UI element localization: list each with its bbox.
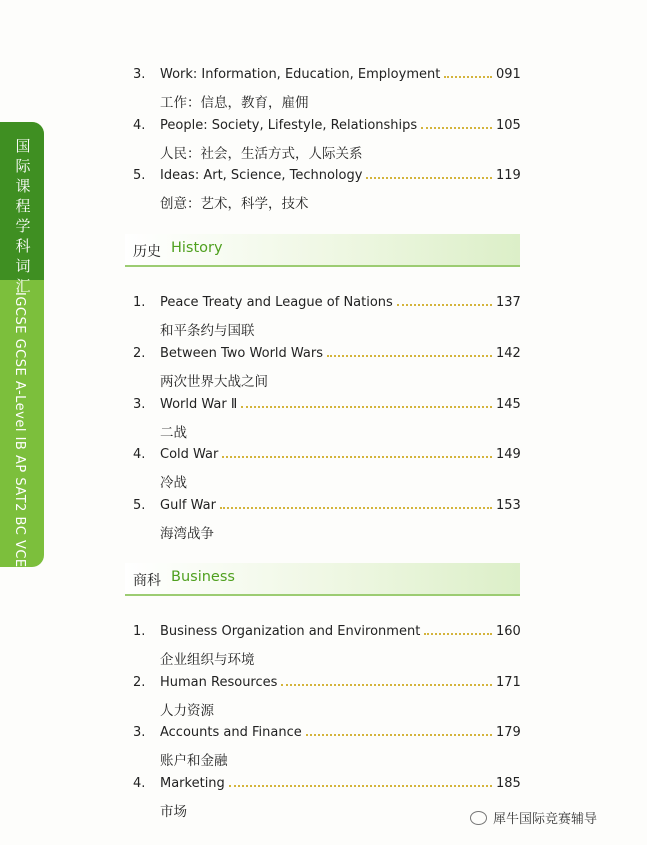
section-title-cn: 商科 (133, 573, 161, 589)
sidebar-exams: IGCSE GCSE A-Level IB AP SAT2 BC VCE (12, 292, 27, 568)
entry-title: Cold War (160, 447, 219, 462)
entry-number: 4. (133, 447, 146, 462)
toc-entry[interactable] (133, 623, 520, 668)
entry-page: 185 (496, 776, 521, 791)
entry-title: Business Organization and Environment (160, 624, 421, 639)
entry-title-cn: 市场 (160, 804, 187, 820)
entry-number: 3. (133, 397, 146, 412)
watermark-text: 犀牛国际竞赛辅导 (493, 812, 598, 827)
sidebar-tab-header (0, 122, 44, 295)
leader-dots (366, 167, 492, 179)
entry-title-cn: 创意：艺术，科学，技术 (160, 196, 309, 212)
entry-page: 091 (496, 67, 521, 82)
entry-title: Human Resources (160, 675, 278, 690)
toc-entry[interactable] (133, 294, 520, 339)
toc-entry[interactable] (133, 497, 520, 542)
leader-dots (241, 396, 492, 408)
section-title-cn: 历史 (133, 244, 161, 260)
section-header-history (125, 234, 520, 267)
entry-number: 2. (133, 675, 146, 690)
toc-entry[interactable] (133, 66, 520, 111)
section-header-business (125, 563, 520, 596)
leader-dots (222, 446, 492, 458)
entry-title-cn: 二战 (160, 425, 187, 441)
entry-page: 105 (496, 118, 521, 133)
entry-title: People: Society, Lifestyle, Relationships (160, 118, 418, 133)
entry-page: 119 (496, 168, 521, 183)
entry-title-cn: 两次世界大战之间 (160, 374, 268, 390)
toc-entry[interactable] (133, 345, 520, 390)
leader-dots (306, 724, 492, 736)
toc-entry[interactable] (133, 724, 520, 769)
entry-page: 153 (496, 498, 521, 513)
entry-title: Marketing (160, 776, 225, 791)
toc-entry[interactable] (133, 117, 520, 162)
entry-page: 145 (496, 397, 521, 412)
leader-dots (327, 345, 492, 357)
entry-number: 3. (133, 67, 146, 82)
watermark (470, 808, 597, 827)
entry-title-cn: 工作：信息，教育，雇佣 (160, 95, 309, 111)
toc-entry[interactable] (133, 396, 520, 441)
leader-dots (444, 66, 492, 78)
entry-number: 5. (133, 498, 146, 513)
entry-page: 142 (496, 346, 521, 361)
section-title-en: History (171, 240, 223, 256)
entry-number: 4. (133, 118, 146, 133)
entry-title-cn: 人力资源 (160, 703, 214, 719)
entry-number: 2. (133, 346, 146, 361)
sidebar-title: 国际课程学科词汇 (15, 137, 31, 295)
entry-title-cn: 海湾战争 (160, 526, 214, 542)
leader-dots (424, 623, 492, 635)
leader-dots (281, 674, 492, 686)
entry-title: Accounts and Finance (160, 725, 302, 740)
entry-title: Gulf War (160, 498, 216, 513)
entry-title-cn: 人民：社会，生活方式，人际关系 (160, 146, 363, 162)
entry-number: 3. (133, 725, 146, 740)
entry-title-cn: 冷战 (160, 475, 187, 491)
section-title-en: Business (171, 569, 235, 585)
leader-dots (421, 117, 492, 129)
entry-title: Between Two World Wars (160, 346, 324, 361)
entry-page: 160 (496, 624, 521, 639)
entry-title: Work: Information, Education, Employment (160, 67, 441, 82)
entry-number: 1. (133, 295, 146, 310)
entry-title: Peace Treaty and League of Nations (160, 295, 393, 310)
wechat-icon (470, 811, 487, 825)
entry-page: 149 (496, 447, 521, 462)
entry-page: 179 (496, 725, 521, 740)
entry-number: 4. (133, 776, 146, 791)
entry-number: 5. (133, 168, 146, 183)
entry-title: World War Ⅱ (160, 397, 238, 412)
entry-number: 1. (133, 624, 146, 639)
entry-title-cn: 和平条约与国联 (160, 323, 255, 339)
entry-page: 137 (496, 295, 521, 310)
leader-dots (220, 497, 492, 509)
leader-dots (397, 294, 492, 306)
toc-entry[interactable] (133, 674, 520, 719)
entry-title-cn: 账户和金融 (160, 753, 228, 769)
sidebar-tab (0, 122, 44, 567)
toc-entry[interactable] (133, 775, 520, 820)
entry-page: 171 (496, 675, 521, 690)
entry-title-cn: 企业组织与环境 (160, 652, 255, 668)
toc-entry[interactable] (133, 446, 520, 491)
leader-dots (229, 775, 492, 787)
toc-entry[interactable] (133, 167, 520, 212)
entry-title: Ideas: Art, Science, Technology (160, 168, 363, 183)
